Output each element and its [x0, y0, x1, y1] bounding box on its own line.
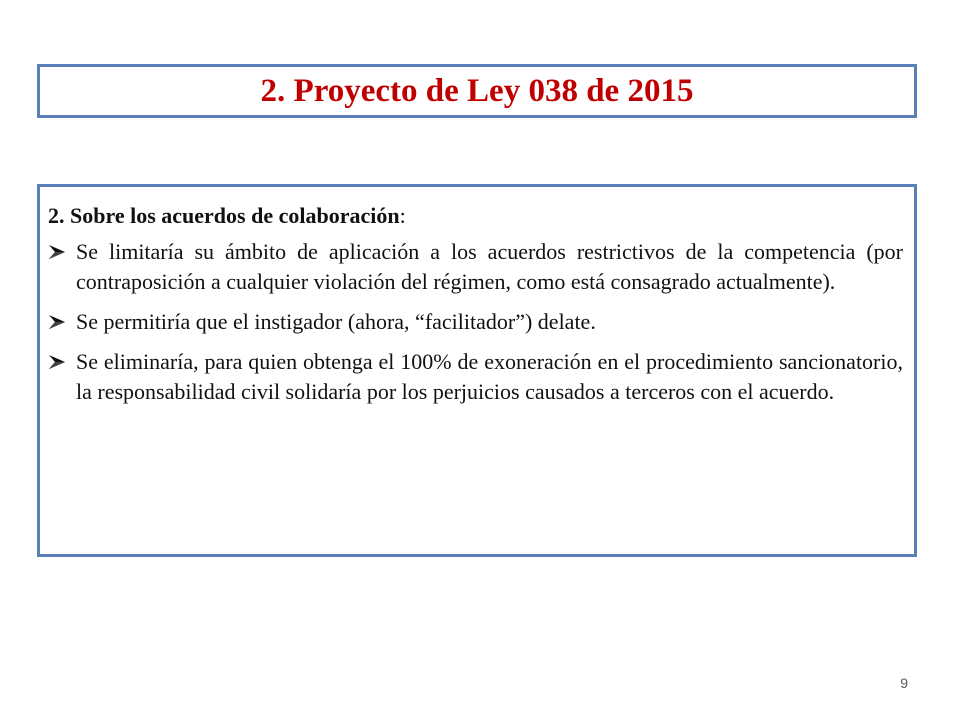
- arrowhead-bullet-icon: [48, 347, 76, 377]
- bullet-list: [48, 237, 903, 407]
- title-box: [37, 64, 917, 118]
- bullet-item: [48, 307, 903, 337]
- section-heading-colon: :: [399, 203, 406, 228]
- page-number: 9: [900, 675, 908, 691]
- bullet-item: [48, 237, 903, 297]
- content-box: [37, 184, 917, 557]
- slide-title: 2. Proyecto de Ley 038 de 2015: [260, 72, 694, 109]
- section-heading-text: 2. Sobre los acuerdos de colaboración: [48, 203, 400, 228]
- bullet-text: Se permitiría que el instigador (ahora, “facilitador”) delate.: [76, 309, 596, 334]
- section-heading: [48, 201, 903, 231]
- arrowhead-bullet-icon: [48, 307, 76, 337]
- bullet-text: Se limitaría su ámbito de aplicación a los acuerdos restrictivos de la competencia (por contraposición a cualquier violación del régimen, como está consagrado actualmente).: [76, 239, 903, 294]
- bullet-item: [48, 347, 903, 407]
- arrowhead-bullet-icon: [48, 237, 76, 267]
- bullet-text: Se eliminaría, para quien obtenga el 100% de exoneración en el procedimiento sancionatorio, la responsabilidad civil solidaría por los perjuicios causados a terceros con el acuerdo.: [76, 349, 903, 404]
